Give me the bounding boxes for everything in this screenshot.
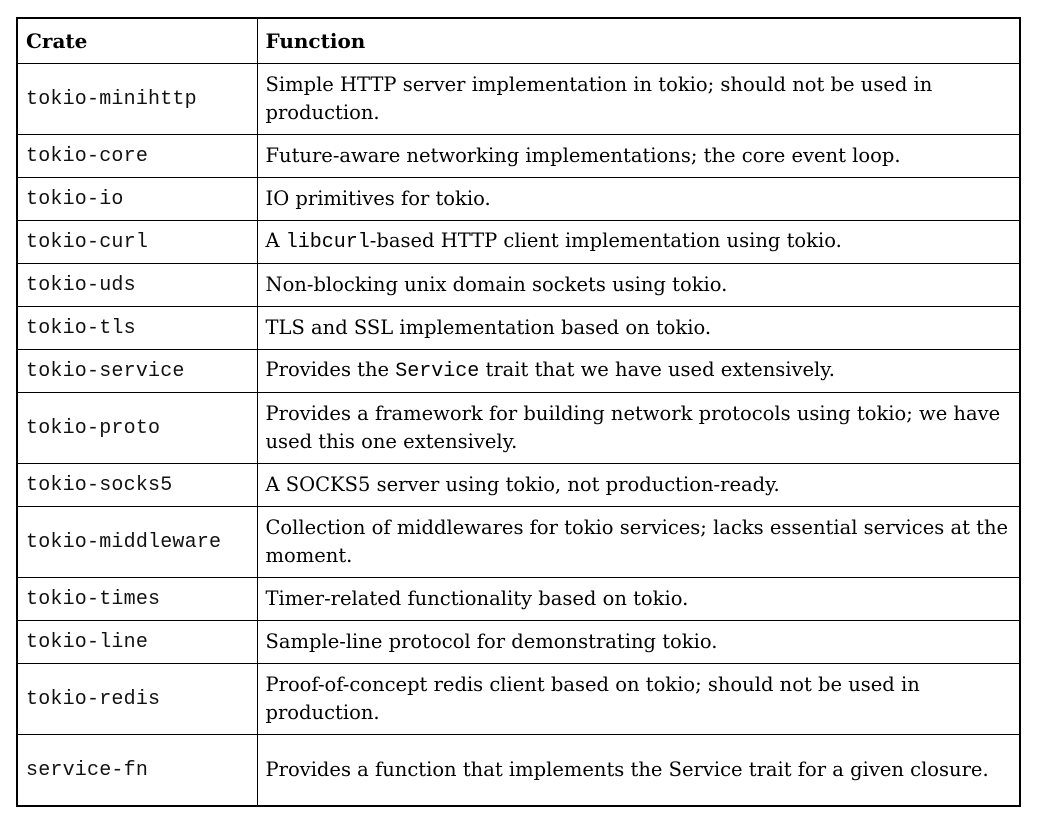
crate-name-cell: tokio-socks5	[17, 464, 257, 507]
function-cell: Proof-of-concept redis client based on tokio; should not be used in production.	[257, 664, 1020, 735]
table-row	[17, 621, 1020, 664]
function-cell: Collection of middlewares for tokio services; lacks essential services at the moment.	[257, 507, 1020, 578]
function-cell	[257, 221, 1020, 264]
crate-name-cell: tokio-service	[17, 350, 257, 393]
table-row	[17, 264, 1020, 307]
crate-name-cell: tokio-core	[17, 135, 257, 178]
function-cell: Timer-related functionality based on tokio.	[257, 578, 1020, 621]
function-cell: Future-aware networking implementations; the core event loop.	[257, 135, 1020, 178]
table-row	[17, 735, 1020, 807]
table-row	[17, 578, 1020, 621]
crate-name-cell: tokio-tls	[17, 307, 257, 350]
crate-name-cell: service-fn	[17, 735, 257, 807]
function-cell: Provides a function that implements the Service trait for a given closure.	[257, 735, 1020, 807]
table-row	[17, 507, 1020, 578]
function-text-pre: A	[265, 229, 286, 252]
table-row	[17, 221, 1020, 264]
function-text-pre: Provides the	[265, 358, 396, 381]
crate-name-cell: tokio-line	[17, 621, 257, 664]
crate-name-cell: tokio-io	[17, 178, 257, 221]
table-row	[17, 135, 1020, 178]
crate-name-cell: tokio-minihttp	[17, 64, 257, 135]
table-row	[17, 464, 1020, 507]
inline-code: Service	[395, 360, 480, 383]
table-row	[17, 664, 1020, 735]
crate-name-cell: tokio-uds	[17, 264, 257, 307]
table-header-row	[17, 18, 1020, 64]
function-cell: A SOCKS5 server using tokio, not production-ready.	[257, 464, 1020, 507]
table-row	[17, 307, 1020, 350]
function-cell	[257, 350, 1020, 393]
column-header-function: Function	[257, 18, 1020, 64]
function-text-post: trait that we have used extensively.	[479, 358, 835, 381]
inline-code: libcurl	[285, 231, 370, 254]
function-cell: Simple HTTP server implementation in tokio; should not be used in production.	[257, 64, 1020, 135]
table-row	[17, 393, 1020, 464]
function-cell: IO primitives for tokio.	[257, 178, 1020, 221]
crate-name-cell: tokio-times	[17, 578, 257, 621]
crate-name-cell: tokio-proto	[17, 393, 257, 464]
function-cell: Sample-line protocol for demonstrating tokio.	[257, 621, 1020, 664]
crate-name-cell: tokio-redis	[17, 664, 257, 735]
table-row	[17, 350, 1020, 393]
crate-name-cell: tokio-middleware	[17, 507, 257, 578]
table-row	[17, 64, 1020, 135]
column-header-crate: Crate	[17, 18, 257, 64]
function-cell: Non-blocking unix domain sockets using tokio.	[257, 264, 1020, 307]
crate-name-cell: tokio-curl	[17, 221, 257, 264]
function-cell: Provides a framework for building network protocols using tokio; we have used this one extensively.	[257, 393, 1020, 464]
table-row	[17, 178, 1020, 221]
function-cell: TLS and SSL implementation based on tokio.	[257, 307, 1020, 350]
crate-table	[16, 17, 1021, 807]
function-text-post: -based HTTP client implementation using tokio.	[369, 229, 842, 252]
